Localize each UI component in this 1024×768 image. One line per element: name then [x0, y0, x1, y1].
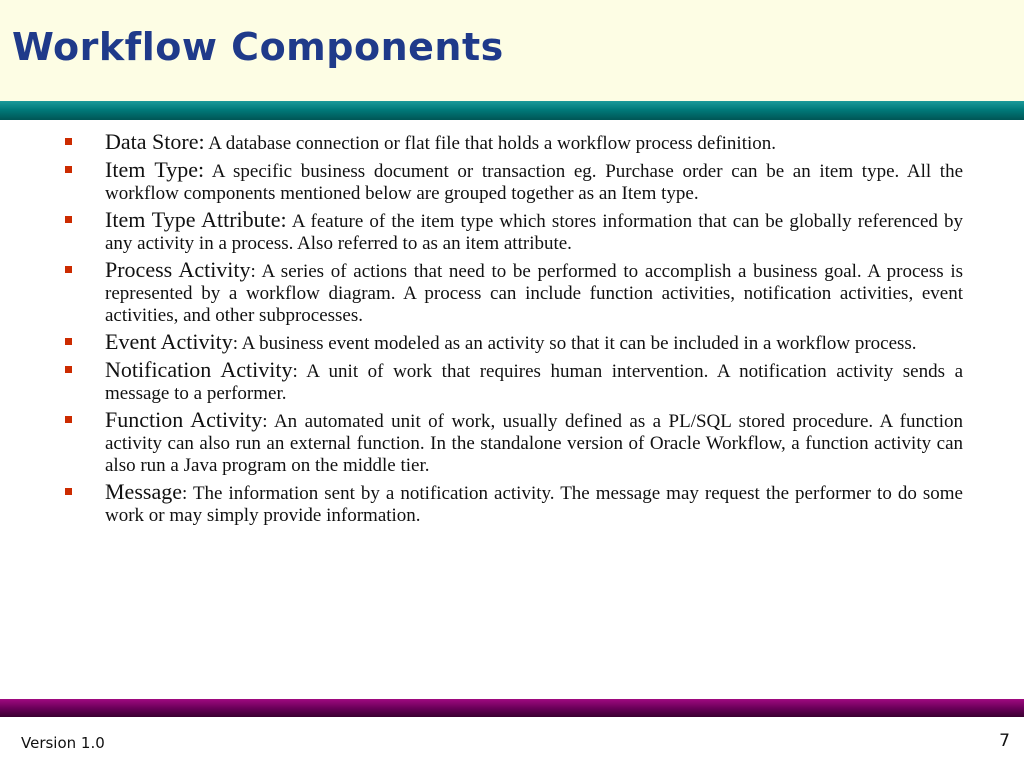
list-item	[60, 409, 963, 477]
list-item	[60, 259, 963, 327]
bullet-list	[60, 131, 963, 531]
item-term: Item Type Attribute:	[105, 207, 287, 232]
item-term: Event Activity	[105, 329, 233, 354]
square-bullet-icon	[65, 416, 72, 423]
item-description: : The information sent by a notification activity. The message may request the performer to do some work or may simply provide information.	[105, 483, 963, 526]
square-bullet-icon	[65, 138, 72, 145]
version-label: Version 1.0	[21, 734, 105, 752]
item-term: Message	[105, 479, 182, 504]
item-term: Function Activity	[105, 407, 263, 432]
square-bullet-icon	[65, 488, 72, 495]
slide-title: Workflow Components	[12, 25, 504, 69]
square-bullet-icon	[65, 216, 72, 223]
item-term: Notification Activity	[105, 357, 293, 382]
square-bullet-icon	[65, 338, 72, 345]
list-item	[60, 209, 963, 255]
list-item	[60, 359, 963, 405]
list-item	[60, 481, 963, 527]
item-description: A specific business document or transaction eg. Purchase order can be an item type. All the workflow components mentioned below are grouped together as an Item type.	[105, 161, 964, 204]
item-description: : A series of actions that need to be performed to accomplish a business goal. A process is represented by a workflow diagram. A process can include function activities, notification activities, event activities, and other subprocesses.	[105, 261, 963, 326]
list-item	[60, 159, 963, 205]
item-term: Process Activity	[105, 257, 251, 282]
item-term: Data Store:	[105, 129, 205, 154]
slide-header	[0, 0, 1024, 101]
item-description: A database connection or flat file that holds a workflow process definition.	[204, 133, 777, 154]
square-bullet-icon	[65, 366, 72, 373]
item-description: : A unit of work that requires human intervention. A notification activity sends a message to a performer.	[105, 361, 963, 404]
item-description: : A business event modeled as an activity so that it can be included in a workflow process.	[232, 333, 917, 354]
square-bullet-icon	[65, 166, 72, 173]
header-divider-bar	[0, 101, 1024, 120]
item-description: A feature of the item type which stores information that can be globally referenced by any activity in a process. Also referred to as an item attribute.	[105, 211, 963, 254]
list-item	[60, 331, 963, 355]
item-description: : An automated unit of work, usually defined as a PL/SQL stored procedure. A function activity can also run an external function. In the standalone version of Oracle Workflow, a function activity can also run a Java program on the middle tier.	[105, 411, 963, 476]
page-number: 7	[999, 731, 1010, 751]
footer-divider-bar	[0, 699, 1024, 717]
square-bullet-icon	[65, 266, 72, 273]
list-item	[60, 131, 963, 155]
item-term: Item Type:	[105, 157, 205, 182]
